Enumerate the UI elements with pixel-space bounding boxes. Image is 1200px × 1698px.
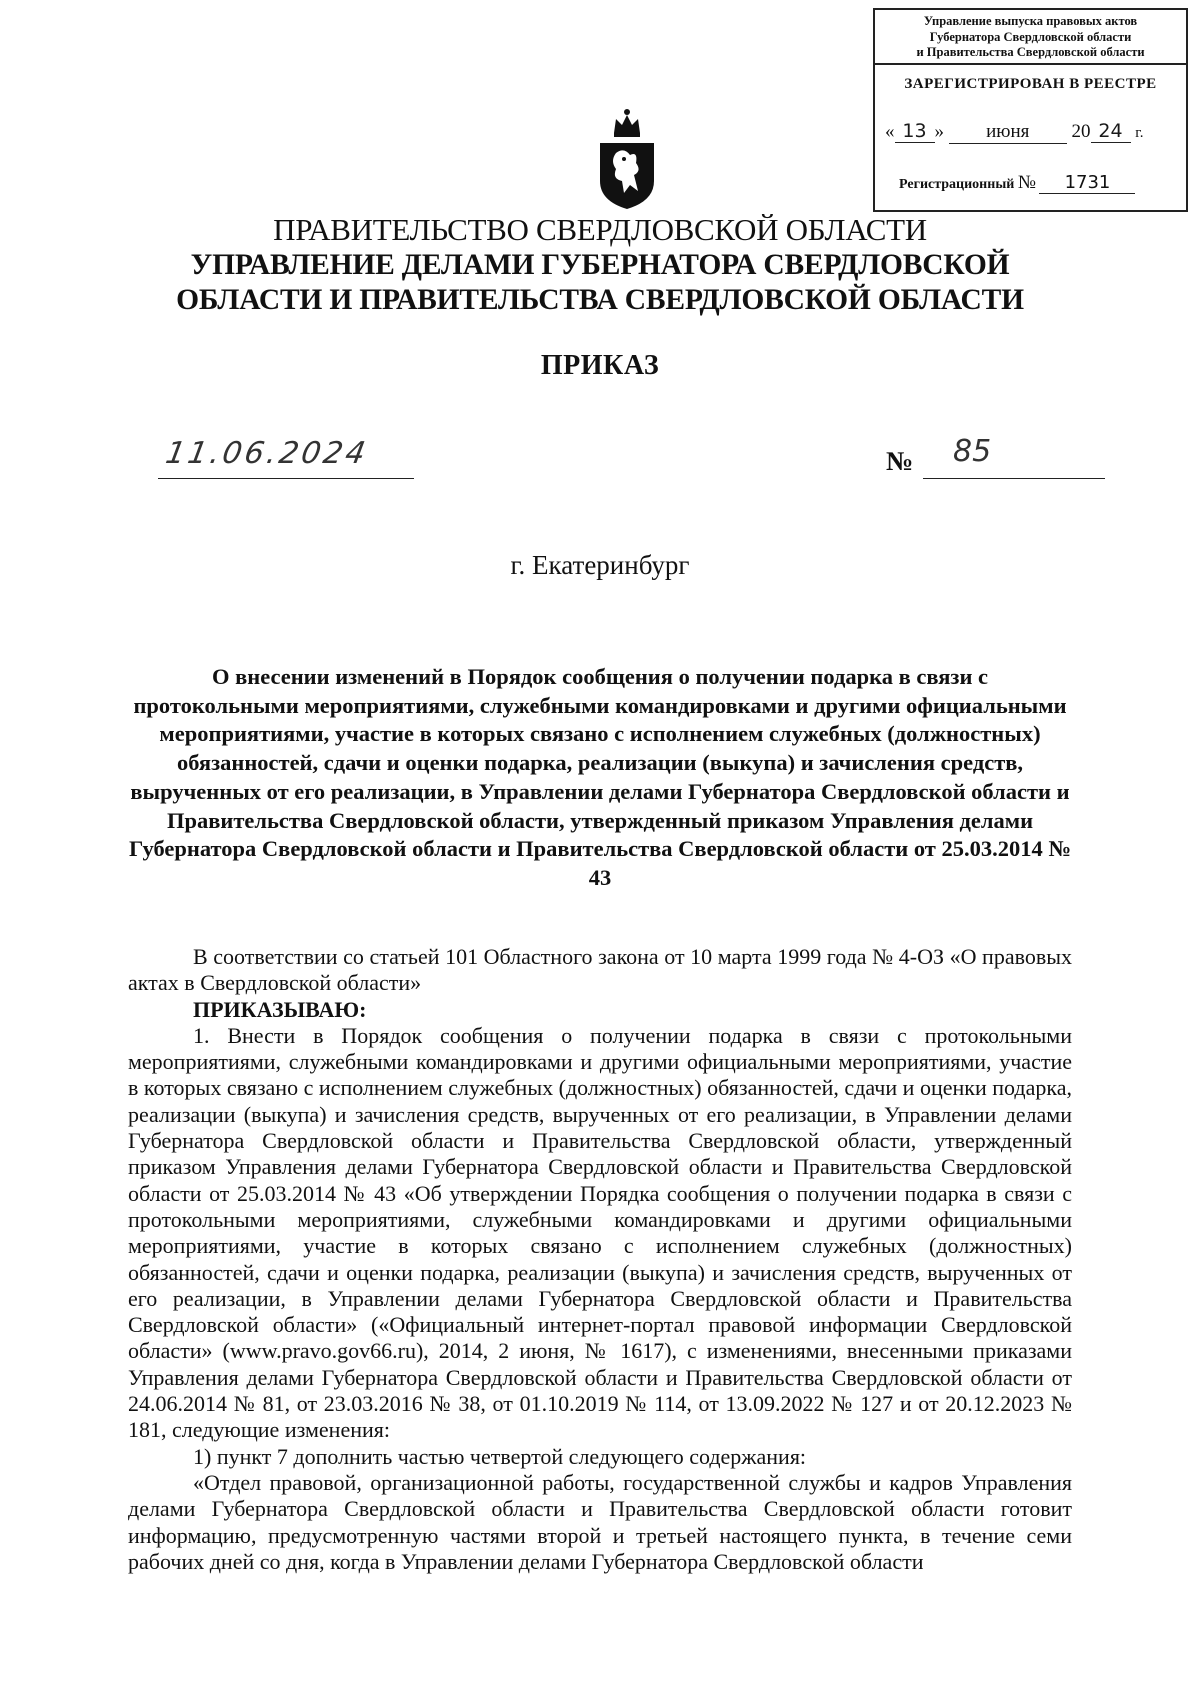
quoted-paragraph: «Отдел правовой, организационной работы, государственной службы и кадров Управления делами Губернатора Свердловской области и Правительства Свердловской области готовит информацию, предусмотренную частями второй и третьей настоящего пункта, в течение семи рабочих дней со дня, когда в Управлении делами Губернатора Свердловской области [128, 1469, 1072, 1574]
department-title [0, 248, 1200, 318]
stamp-month: июня [949, 121, 1067, 144]
stamp-header-line: и Правительства Свердловской области [916, 45, 1145, 59]
stamp-number-sign: № [1017, 172, 1036, 193]
preamble-paragraph: В соответствии со статьей 101 Областного закона от 10 марта 1999 года № 4-ОЗ «О правовых актах в Свердловской области» [128, 944, 1072, 996]
stamp-year-unit: г. [1135, 125, 1144, 141]
stamp-year-prefix: 20 [1071, 121, 1091, 142]
order-date-field [158, 436, 414, 479]
stamp-registered-label: ЗАРЕГИСТРИРОВАН В РЕЕСТРЕ [904, 76, 1157, 92]
stamp-header-line: Губернатора Свердловской области [929, 29, 1132, 44]
stamp-date [885, 120, 1143, 144]
stamp-close-quote: » [934, 121, 944, 142]
item-1-paragraph: 1. Внести в Порядок сообщения о получении подарка в связи с протокольными мероприятиями, служебными командировками и другими официальными мероприятиями, участие в которых связано с исполнением служебных (должностных) обязанностей, сдачи и оценки подарка, реализации (выкупа) и зачисления средств, вырученных от его реализации, в Управлении делами Губернатора Свердловской области и Правительства Свердловской области, утвержденный приказом Управления делами Губернатора Свердловской области и Правительства Свердловской области от 25.03.2014 № 43 «Об утверждении Порядка сообщения о получении подарка в связи с протокольными мероприятиями, служебными командировками и другими официальными мероприятиями, участие в которых связано с исполнением служебных (должностных) обязанностей, сдачи и оценки подарка, реализации (выкупа) и зачисления средств, вырученных от его реализации, в Управлении делами Губернатора Свердловской области и Правительства Свердловской области» («Официальный интернет-портал правовой информации Свердловской области» (www.pravo.gov66.ru), 2014, 2 июня, № 1617), с изменениями, внесенными приказами Управления делами Губернатора Свердловской области и Правительства Свердловской области от 24.06.2014 № 81, от 23.03.2016 № 38, от 01.10.2019 № 114, от 13.09.2022 № 127 и от 20.12.2023 № 181, следующие изменения: [128, 1022, 1072, 1443]
registration-stamp [873, 8, 1188, 212]
order-word: ПРИКАЗЫВАЮ: [193, 996, 367, 1022]
coat-of-arms-icon [594, 105, 660, 211]
stamp-day: 13 [895, 120, 935, 143]
order-number-field [923, 434, 1105, 479]
order-body [128, 944, 1072, 1575]
department-title-line: УПРАВЛЕНИЕ ДЕЛАМИ ГУБЕРНАТОРА СВЕРДЛОВСКОЙ [190, 249, 1010, 281]
order-title: О внесении изменений в Порядок сообщения о получении подарка в связи с протокольными мероприятиями, служебными командировками и другими официальными мероприятиями, участие в которых связано с исполнением служебных (должностных) обязанностей, сдачи и оценки подарка, реализации (выкупа) и зачисления средств, вырученных от его реализации, в Управлении делами Губернатора Свердловской области и Правительства Свердловской области, утвержденный приказом Управления делами Губернатора Свердловской области и Правительства Свердловской области от 25.03.2014 № 43 [129, 664, 1071, 890]
stamp-reg-number-row [899, 172, 1135, 194]
order-date: 11.06.2024 [162, 436, 371, 471]
subitem-1-paragraph: 1) пункт 7 дополнить частью четвертой следующего содержания: [193, 1443, 807, 1469]
stamp-header-line: Управление выпуска правовых актов [923, 14, 1138, 28]
document-type: ПРИКАЗ [540, 350, 660, 381]
city: г. Екатеринбург [510, 550, 690, 580]
stamp-open-quote: « [885, 121, 895, 142]
stamp-reg-number: 1731 [1039, 172, 1135, 194]
stamp-year-suffix: 24 [1091, 120, 1131, 143]
stamp-reg-label: Регистрационный [899, 177, 1015, 192]
government-title: ПРАВИТЕЛЬСТВО СВЕРДЛОВСКОЙ ОБЛАСТИ [273, 212, 927, 247]
department-title-line: ОБЛАСТИ И ПРАВИТЕЛЬСТВА СВЕРДЛОВСКОЙ ОБЛАСТИ [176, 284, 1024, 316]
stamp-header [875, 10, 1186, 65]
order-number-label: № [886, 446, 914, 476]
order-number: 85 [953, 434, 992, 469]
